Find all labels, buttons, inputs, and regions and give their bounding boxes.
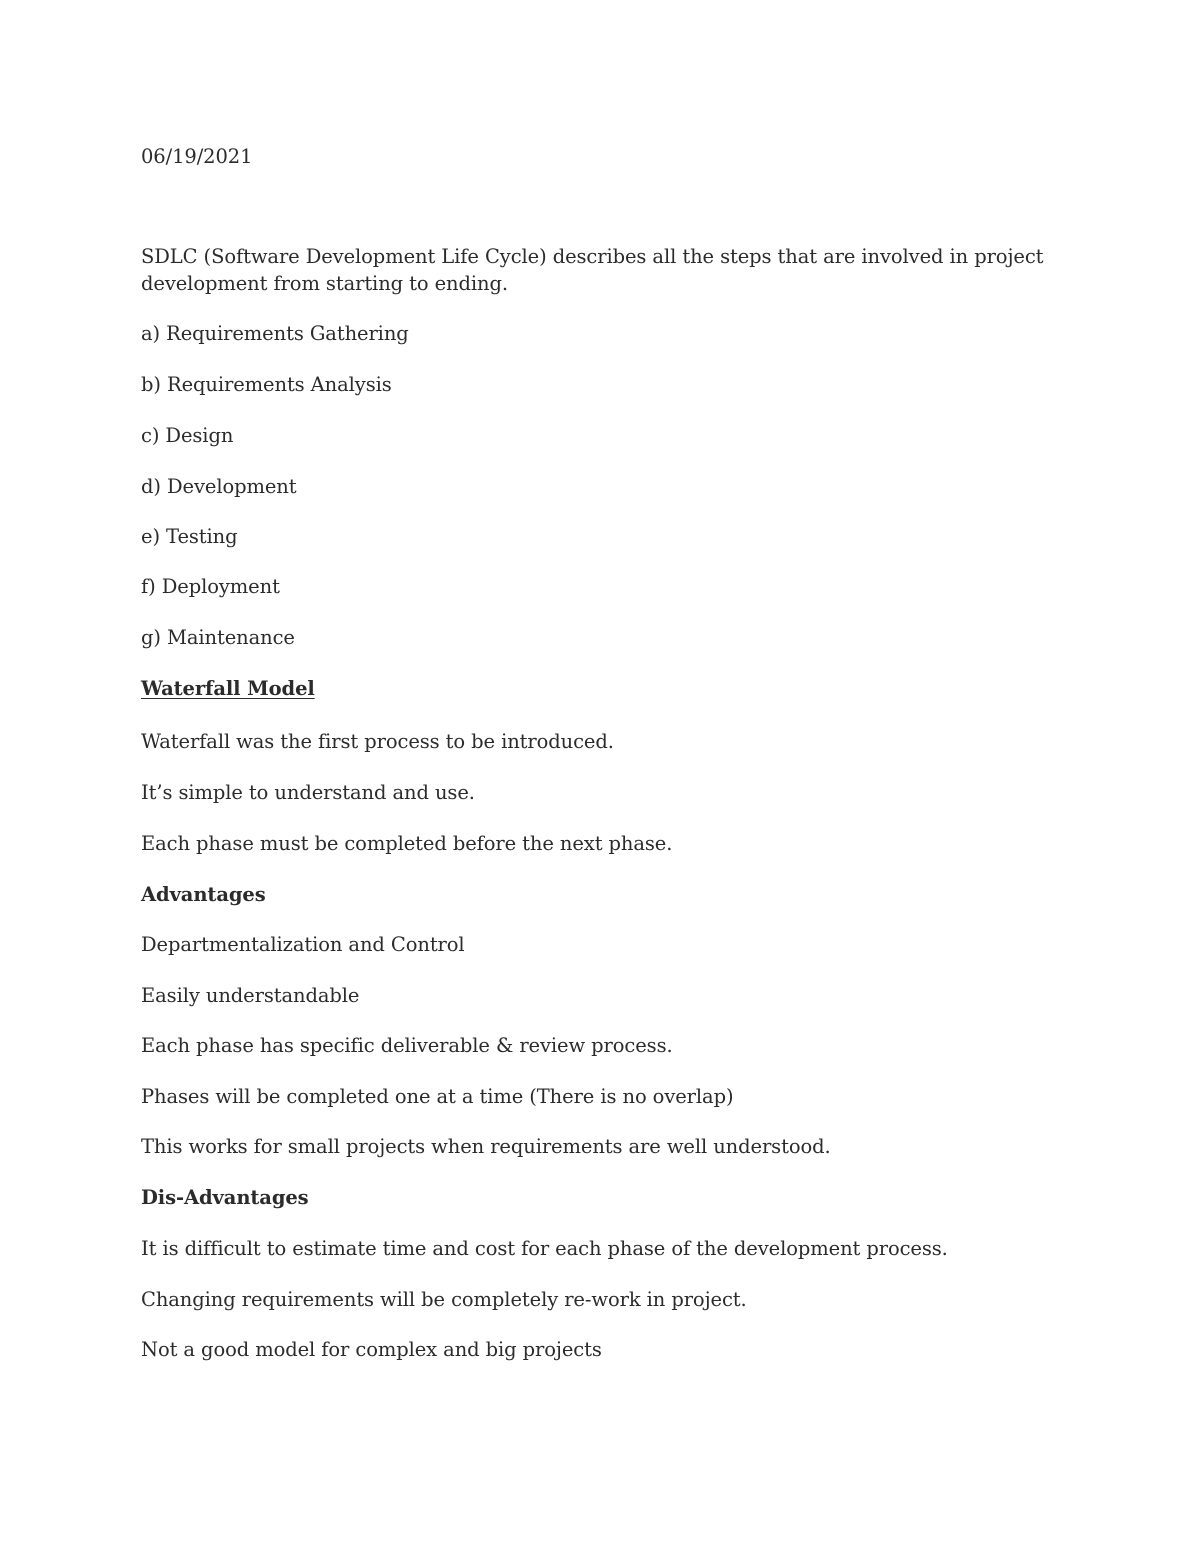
disadvantage-item: It is difficult to estimate time and cost for each phase of the development process. <box>141 1237 948 1260</box>
waterfall-point: Waterfall was the first process to be introduced. <box>141 730 614 753</box>
advantage-item: Phases will be completed one at a time (There is no overlap) <box>141 1085 734 1108</box>
waterfall-heading: Waterfall Model <box>141 677 315 700</box>
phase-item: c) Design <box>141 424 234 447</box>
phase-item: a) Requirements Gathering <box>141 322 409 345</box>
disadvantage-item: Changing requirements will be completely re-work in project. <box>141 1288 747 1311</box>
disadvantages-heading: Dis-Advantages <box>141 1186 309 1209</box>
disadvantage-item: Not a good model for complex and big projects <box>141 1338 602 1361</box>
phase-item: e) Testing <box>141 525 238 548</box>
advantage-item: Departmentalization and Control <box>141 933 465 956</box>
phase-item: g) Maintenance <box>141 626 295 649</box>
waterfall-point: Each phase must be completed before the next phase. <box>141 832 673 855</box>
phase-item: f) Deployment <box>141 575 280 598</box>
advantage-item: Easily understandable <box>141 984 360 1007</box>
advantage-item: This works for small projects when requirements are well understood. <box>141 1135 831 1158</box>
phase-item: b) Requirements Analysis <box>141 373 392 396</box>
waterfall-point: It’s simple to understand and use. <box>141 781 475 804</box>
advantages-heading: Advantages <box>141 883 266 906</box>
advantage-item: Each phase has specific deliverable & review process. <box>141 1034 673 1057</box>
phase-item: d) Development <box>141 475 297 498</box>
intro-line-1: SDLC (Software Development Life Cycle) describes all the steps that are involved in project <box>141 245 1044 268</box>
intro-line-2: development from starting to ending. <box>141 272 508 295</box>
document-date: 06/19/2021 <box>141 145 253 168</box>
